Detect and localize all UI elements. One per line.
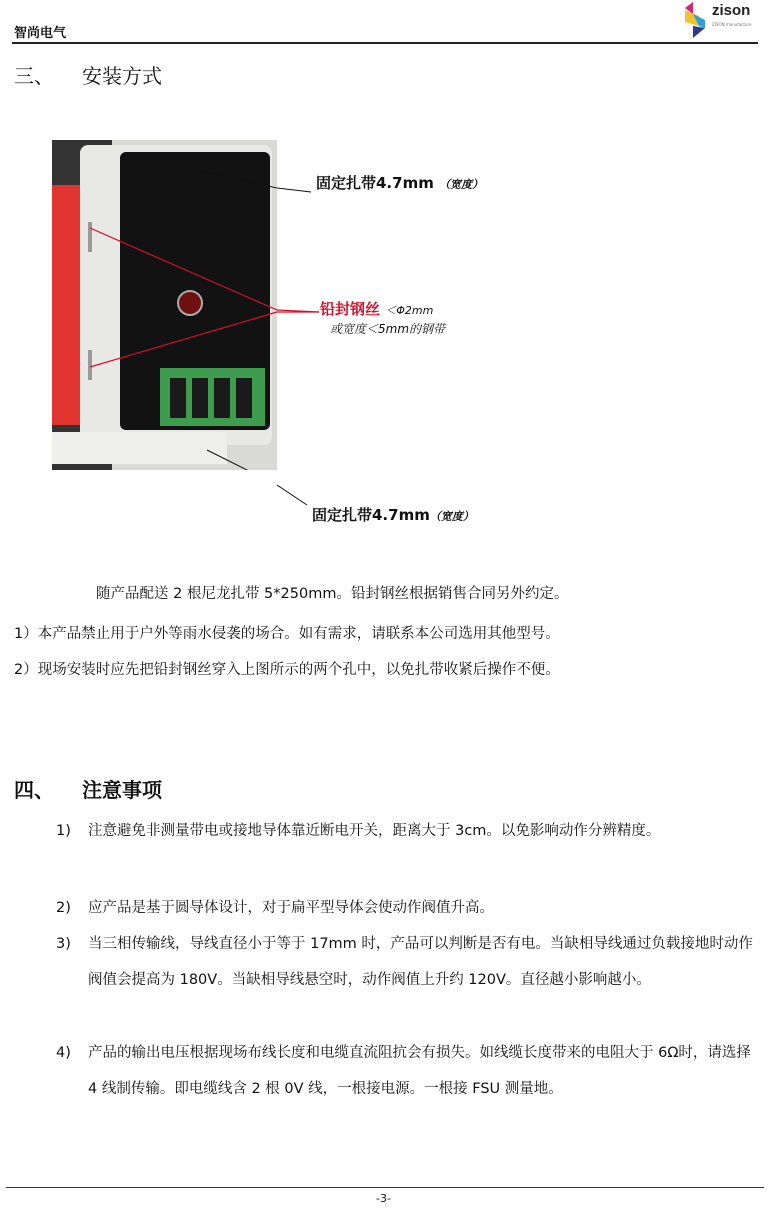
label-top-strap [316,172,483,193]
item-text: 注意避免非测量带电或接地导体靠近断电开关，距离大于 3cm。以免影响动作分辨精度。 [88,823,661,839]
company-header: 智尚电气 [14,26,67,41]
header-divider [12,42,758,44]
list-item [56,813,756,849]
label-note: （宽度） [439,178,484,191]
label-bottom-strap [312,504,474,525]
section-heading-installation [14,60,162,89]
item-number: 1) [56,823,71,839]
paragraph: 1）本产品禁止用于户外等雨水侵袭的场合。如有需求，请联系本公司选用其他型号。 [14,626,560,642]
page-number: -3- [376,1192,391,1205]
section-number: 三、 [14,64,54,88]
label-note: （宽度） [429,510,474,523]
paragraph: 2）现场安装时应先把铅封钢丝穿入上图所示的两个孔中，以免扎带收紧后操作不便。 [14,662,560,678]
paragraph: 随产品配送 2 根尼龙扎带 5*250mm。铅封钢丝根据销售合同另外约定。 [96,586,569,602]
logo-text: zison [712,2,751,19]
section-title: 安装方式 [82,64,162,88]
logo-subtext: ZISON manufacture [712,22,752,27]
label-main: 固定扎带4.7mm [312,506,430,524]
item-number: 3) [56,936,71,952]
list-item [56,926,756,998]
section-heading-notes [14,774,162,803]
label-spec: ＜Φ2mm [385,304,434,317]
item-text: 当三相传输线，导线直径小于等于 17mm 时，产品可以判断是否有电。当缺相导线通过负载接地时动作阀值会提高为 180V。当缺相导线悬空时，动作阀值上升约 120V。直径越小影响越小。 [88,936,753,988]
list-item [56,890,756,926]
label-main: 固定扎带4.7mm [316,174,434,192]
section-title: 注意事项 [82,778,162,802]
section-number: 四、 [14,778,54,802]
item-number: 4) [56,1045,71,1061]
callout-lines [277,140,322,520]
item-text: 应产品是基于圆导体设计，对于扁平型导体会使动作阀值升高。 [88,900,494,916]
item-number: 2) [56,900,71,916]
label-seal-wire [320,298,433,319]
label-seal-wire-alt: 或宽度＜5mm的钢带 [330,322,446,336]
item-text: 产品的输出电压根据现场布线长度和电缆直流阻抗会有损失。如线缆长度带来的电阻大于 6Ω时，请选择 4 线制传输。即电缆线含 2 根 0V 线，一根接电源。一根接 FSU 测量地。 [88,1045,751,1097]
list-item [56,1035,756,1107]
footer-divider [6,1187,764,1188]
product-photo [52,140,277,470]
label-main: 铅封钢丝 [320,300,381,318]
